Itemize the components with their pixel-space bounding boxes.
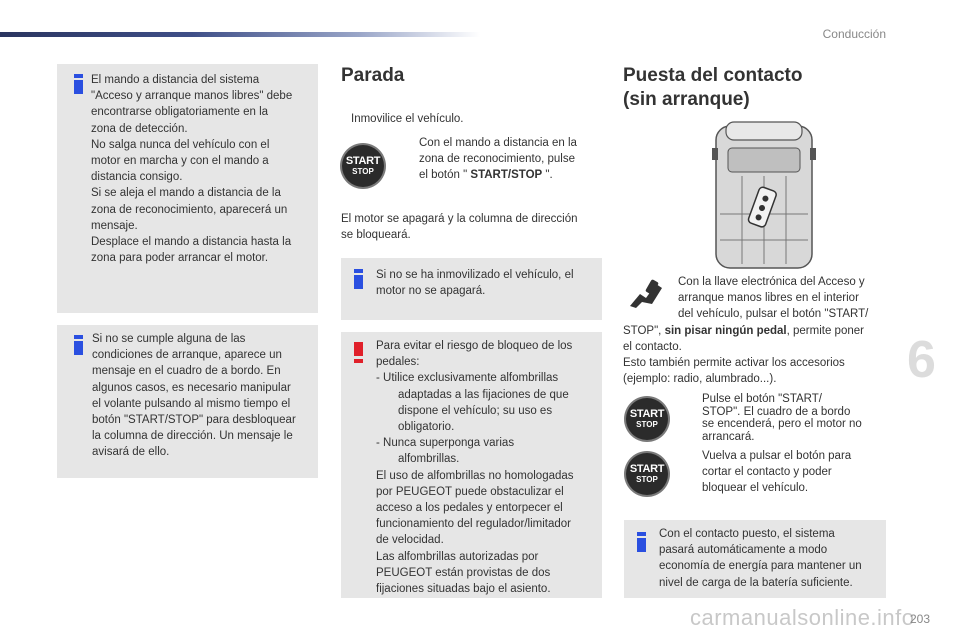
warning-floor-mats-text: Para evitar el riesgo de bloqueo de los pedales: - Utilice exclusivamente alfombrillas adaptadas a las fijaciones de que dispone el vehículo; su uso es obligatorio. - Nunca superponga varias alfombrillas. El uso de alfombrillas no homologadas por PEUGEOT puede obstaculizar el acceso a los pedales y entorpecer el funcionamiento del regulador/limitador de velocidad. Las alfombrillas autorizadas por PEUGEOT están provistas de dos fijaciones situadas bajo el asiento. [376,340,574,596]
note-remote-text: El mando a distancia del sistema "Acceso y arranque manos libres" debe encontrarse obligatoriamente en la zona de detección. No salga nunca del vehículo con el motor en marcha y con el mando a distancia consigo. Si se aleja el mando a distancia de la zona de reconocimiento, aparecerá un mensaje. Desplace el mando a distancia hasta la zona para poder arrancar el motor. [91,74,293,265]
chapter-number: 6 [907,331,936,389]
watermark: carmanualsonline.info [690,605,915,630]
note-energy-saving-text: Con el contacto puesto, el sistema pasará automáticamente a modo economía de energía para mantener un nivel de carga de la batería suficiente. [659,528,862,589]
note-box-remote [57,64,318,313]
header-gradient-bar [0,32,480,37]
note-box-conditions [57,325,318,478]
vehicle-top-view-illustration [712,118,816,272]
warning-box-floor-mats [341,332,602,598]
section-title-ignition: Puesta del contacto (sin arranque) [623,65,803,110]
van-icon [712,118,816,272]
note-box-energy-saving [624,520,886,598]
step-immobilize: Inmovilice el vehículo. [351,113,464,125]
note-conditions-text: Si no se cumple alguna de las condiciones de arranque, aparece un mensaje en el cuadro de a bordo. En algunos casos, es necesario manipular el volante pulsando al mismo tiempo el botón "START/STOP" para desbloquear la columna de dirección. Un mensaje le avisará de ello. [92,333,296,459]
step-press-start-stop: Con el mando a distancia en la zona de reconocimiento, pulse el botón " START/STOP ". [419,137,577,182]
note-immobilize-text: Si no se ha inmovilizado el vehículo, el motor no se apagará. [376,269,574,298]
step-ignition-off: Vuelva a pulsar el botón para cortar el contacto y poder bloquear el vehículo. [702,450,852,495]
ignition-intro-text: Con la llave electrónica del Acceso y arranque manos libres en el interior del vehículo, pulsar el botón "START/ STOP", sin pisar ningún pedal, permite poner el contacto. Esto también permite activar los accesorios (ejemplo: radio, alumbrado...). [623,276,869,386]
step-ignition-on: Pulse el botón "START/ STOP". El cuadro de a bordo se encenderá, pero el motor no arrancará. [702,393,862,443]
engine-stop-paragraph: El motor se apagará y la columna de dirección se bloqueará. [341,213,578,242]
start-stop-button-icon: START STOP [342,145,384,187]
section-title-parada: Parada [341,65,405,86]
start-stop-button-icon: START STOP [626,398,668,440]
page-number: 203 [910,612,931,626]
note-box-immobilize [341,258,602,320]
start-stop-button-icon: START STOP [626,453,668,495]
section-header: Conducción [822,27,886,41]
